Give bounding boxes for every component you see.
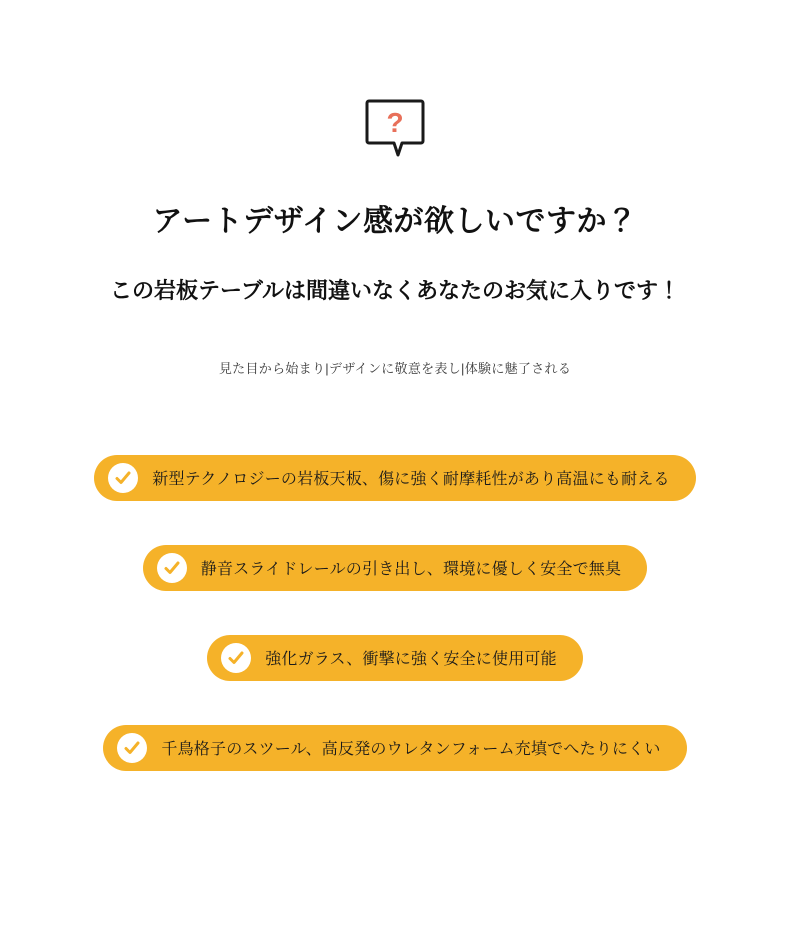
- page-subtitle: この岩板テーブルは間違いなくあなたのお気に入りです！: [109, 278, 681, 303]
- check-mark-icon: [117, 733, 147, 763]
- page-title: アートデザイン感が欲しいですか？: [152, 205, 638, 238]
- feature-label: 新型テクノロジーの岩板天板、傷に強く耐摩耗性があり高温にも耐える: [152, 471, 670, 489]
- svg-text:?: ?: [386, 107, 404, 138]
- list-item: [143, 545, 647, 591]
- list-item: [94, 455, 695, 501]
- feature-label: 静音スライドレールの引き出し、環境に優しく安全で無臭: [200, 561, 622, 579]
- feature-label: 千鳥格子のスツール、高反発のウレタンフォーム充填でへたりにくい: [161, 741, 661, 759]
- feature-list: [0, 455, 790, 771]
- feature-label: 強化ガラス、衝撃に強く安全に使用可能: [265, 651, 557, 669]
- tagline: 見た目から始まり|デザインに敬意を表し|体験に魅了される: [218, 360, 572, 376]
- list-item: [103, 725, 686, 771]
- check-mark-icon: [108, 463, 138, 493]
- hero-icon-wrap: [364, 98, 426, 160]
- check-mark-icon: [221, 643, 251, 673]
- list-item: [207, 635, 583, 681]
- check-mark-icon: [157, 553, 187, 583]
- question-speech-bubble-icon: [364, 98, 426, 160]
